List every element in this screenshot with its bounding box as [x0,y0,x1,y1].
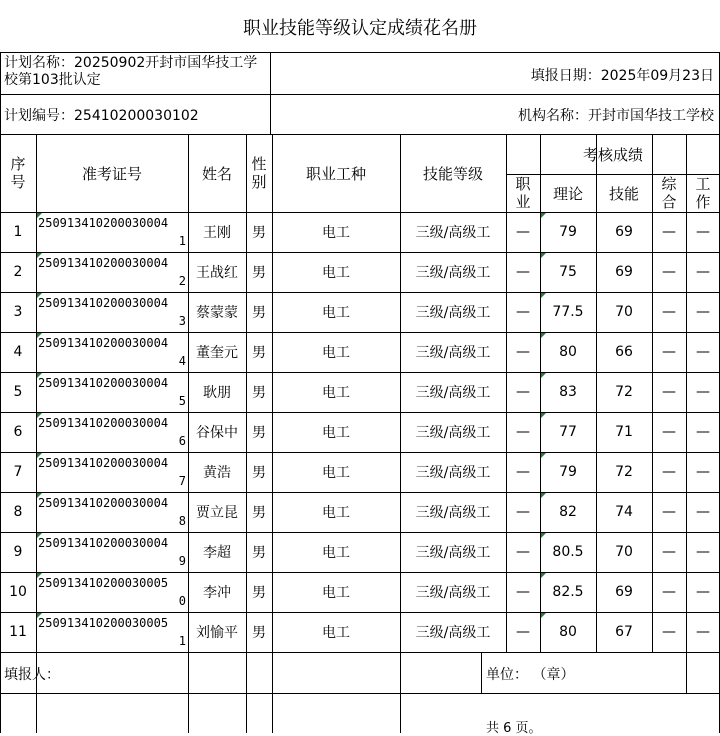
exam-number-line2: 1 [178,234,186,248]
row-seq: 11 [9,624,27,640]
row-score-theory: 77.5 [552,304,584,320]
exam-number-line1: 250913410200030004 [38,496,169,510]
row-score-theory: 77 [559,424,577,440]
row-exam-number [38,334,188,370]
row-name: 王战红 [196,265,238,281]
row-score-work: — [696,304,710,320]
row-score-theory: 79 [559,224,577,240]
exam-number-line1: 250913410200030004 [38,536,169,550]
row-score-skill: 66 [615,344,633,360]
header-seq: 序号 [10,155,26,191]
cell-comment-marker-icon [37,533,42,538]
row-score-theory: 80 [559,624,577,640]
page-count: 共 6 页。 [486,721,542,736]
plan-number: 计划编号：25410200030102 [4,108,199,124]
row-name: 李超 [203,545,231,561]
grid-line [188,652,189,733]
grid-line [246,652,247,733]
row-level: 三级/高级工 [415,265,491,281]
cell-comment-marker-icon [37,413,42,418]
row-gender: 男 [252,225,266,241]
row-score-skill: 72 [615,384,633,400]
exam-number-line2: 3 [178,314,186,328]
exam-number-line2: 5 [178,394,186,408]
row-name: 刘愉平 [196,625,238,641]
row-score-professional: — [516,304,530,320]
exam-number-line2: 9 [178,554,186,568]
row-occupation: 电工 [322,425,350,441]
row-score-theory: 82.5 [552,584,584,600]
row-exam-number [38,374,188,410]
row-score-comprehensive: — [662,304,676,320]
exam-number-line2: 6 [178,434,186,448]
header-scores: 考核成绩 [582,145,643,164]
row-seq: 5 [13,384,23,400]
row-seq: 4 [13,344,23,360]
grid-line [270,52,271,134]
row-occupation: 电工 [322,225,350,241]
row-score-work: — [696,584,710,600]
row-score-comprehensive: — [662,544,676,560]
row-occupation: 电工 [322,465,350,481]
grid-line [0,652,720,653]
row-name: 李冲 [203,585,231,601]
row-score-professional: — [516,384,530,400]
header-gender: 性别 [251,155,267,191]
row-score-skill: 69 [615,584,633,600]
row-occupation: 电工 [322,305,350,321]
cell-comment-marker-icon [37,453,42,458]
row-score-comprehensive: — [662,344,676,360]
exam-number-line1: 250913410200030004 [38,296,169,310]
row-level: 三级/高级工 [415,505,491,521]
plan-name: 计划名称：20250902开封市国华技工学校第103批认定 [4,55,258,88]
row-exam-number [38,254,188,290]
row-score-work: — [696,344,710,360]
row-score-theory: 83 [559,384,577,400]
filler-label: 填报人： [4,667,60,683]
row-score-professional: — [516,504,530,520]
row-gender: 男 [252,625,266,641]
exam-number-line2: 2 [178,274,186,288]
header-exam-no: 准考证号 [81,164,142,183]
row-score-work: — [696,504,710,520]
cell-comment-marker-icon [37,573,42,578]
row-occupation: 电工 [322,585,350,601]
row-name: 耿朋 [203,385,231,401]
row-gender: 男 [252,505,266,521]
cell-comment-marker-icon [37,253,42,258]
row-seq: 9 [13,544,23,560]
exam-number-line1: 250913410200030005 [38,576,169,590]
row-gender: 男 [252,585,266,601]
cell-comment-marker-icon [37,493,42,498]
row-level: 三级/高级工 [415,425,491,441]
row-level: 三级/高级工 [415,345,491,361]
exam-number-line1: 250913410200030004 [38,256,169,270]
header-occupation: 职业工种 [305,164,366,183]
row-score-skill: 71 [615,424,633,440]
cell-comment-marker-icon [37,373,42,378]
row-exam-number [38,454,188,490]
row-score-work: — [696,544,710,560]
row-score-comprehensive: — [662,624,676,640]
row-seq: 3 [13,304,23,320]
row-score-work: — [696,264,710,280]
exam-number-line1: 250913410200030004 [38,216,169,230]
row-score-skill: 67 [615,624,633,640]
exam-number-line2: 0 [178,594,186,608]
row-seq: 2 [13,264,23,280]
exam-number-line1: 250913410200030004 [38,376,169,390]
row-exam-number [38,574,188,610]
grid-line [0,94,720,95]
row-score-work: — [696,384,710,400]
cell-comment-marker-icon [37,293,42,298]
row-gender: 男 [252,345,266,361]
row-score-professional: — [516,464,530,480]
grid-line [481,652,482,693]
row-level: 三级/高级工 [415,385,491,401]
header-score-skill: 技能 [608,184,639,203]
row-name: 贾立昆 [196,505,238,521]
row-level: 三级/高级工 [415,465,491,481]
row-score-professional: — [516,344,530,360]
row-score-skill: 69 [615,224,633,240]
row-score-professional: — [516,624,530,640]
row-exam-number [38,414,188,450]
header-score-professional: 职业 [515,175,531,211]
exam-number-line1: 250913410200030004 [38,336,169,350]
row-occupation: 电工 [322,385,350,401]
exam-number-line2: 1 [178,634,186,648]
row-score-comprehensive: — [662,464,676,480]
row-gender: 男 [252,425,266,441]
row-exam-number [38,294,188,330]
grid-line [0,52,720,53]
row-score-professional: — [516,224,530,240]
row-occupation: 电工 [322,265,350,281]
organization-name: 机构名称：开封市国华技工学校 [518,108,714,124]
row-level: 三级/高级工 [415,585,491,601]
row-score-skill: 70 [615,304,633,320]
row-score-professional: — [516,424,530,440]
row-name: 王刚 [203,225,231,241]
row-score-theory: 82 [559,504,577,520]
row-seq: 7 [13,464,23,480]
exam-number-line1: 250913410200030005 [38,616,169,630]
row-name: 谷保中 [196,425,238,441]
row-name: 蔡蒙蒙 [196,305,238,321]
row-score-work: — [696,224,710,240]
cell-comment-marker-icon [37,333,42,338]
header-score-comprehensive: 综合 [661,175,677,211]
exam-number-line2: 7 [178,474,186,488]
row-score-theory: 79 [559,464,577,480]
row-score-professional: — [516,264,530,280]
row-seq: 8 [13,504,23,520]
row-occupation: 电工 [322,505,350,521]
fill-date: 填报日期：2025年09月23日 [530,68,714,84]
row-score-professional: — [516,584,530,600]
row-name: 董奎元 [196,345,238,361]
row-level: 三级/高级工 [415,225,491,241]
row-score-theory: 80.5 [552,544,584,560]
unit-seal-label: 单位： （章） [486,667,575,683]
page-title: 职业技能等级认定成绩花名册 [243,18,477,39]
row-exam-number [38,614,188,650]
row-seq: 1 [13,224,23,240]
exam-number-line2: 4 [178,354,186,368]
row-occupation: 电工 [322,625,350,641]
row-score-comprehensive: — [662,424,676,440]
row-score-professional: — [516,544,530,560]
row-score-skill: 72 [615,464,633,480]
row-score-comprehensive: — [662,504,676,520]
row-score-skill: 74 [615,504,633,520]
row-occupation: 电工 [322,545,350,561]
header-name: 姓名 [201,164,232,183]
row-score-theory: 75 [559,264,577,280]
row-occupation: 电工 [322,345,350,361]
row-name: 黄浩 [203,465,231,481]
cell-comment-marker-icon [37,613,42,618]
row-gender: 男 [252,385,266,401]
row-level: 三级/高级工 [415,305,491,321]
exam-number-line1: 250913410200030004 [38,456,169,470]
grid-line [272,652,273,733]
row-gender: 男 [252,265,266,281]
cell-comment-marker-icon [37,213,42,218]
row-score-work: — [696,624,710,640]
row-score-skill: 70 [615,544,633,560]
row-seq: 6 [13,424,23,440]
header-score-theory: 理论 [552,184,583,203]
row-score-work: — [696,464,710,480]
row-score-theory: 80 [559,344,577,360]
grid-line [0,693,720,694]
row-gender: 男 [252,305,266,321]
row-level: 三级/高级工 [415,625,491,641]
row-level: 三级/高级工 [415,545,491,561]
header-level: 技能等级 [422,164,483,183]
exam-number-line1: 250913410200030004 [38,416,169,430]
row-seq: 10 [9,584,27,600]
exam-number-line2: 8 [178,514,186,528]
row-exam-number [38,534,188,570]
row-exam-number [38,494,188,530]
row-score-comprehensive: — [662,264,676,280]
row-exam-number [38,214,188,250]
header-score-work: 工作 [695,175,711,211]
grid-line [400,652,401,733]
row-score-comprehensive: — [662,384,676,400]
grid-line [686,652,687,693]
row-gender: 男 [252,465,266,481]
row-score-comprehensive: — [662,224,676,240]
row-score-work: — [696,424,710,440]
row-score-comprehensive: — [662,584,676,600]
row-score-skill: 69 [615,264,633,280]
row-gender: 男 [252,545,266,561]
